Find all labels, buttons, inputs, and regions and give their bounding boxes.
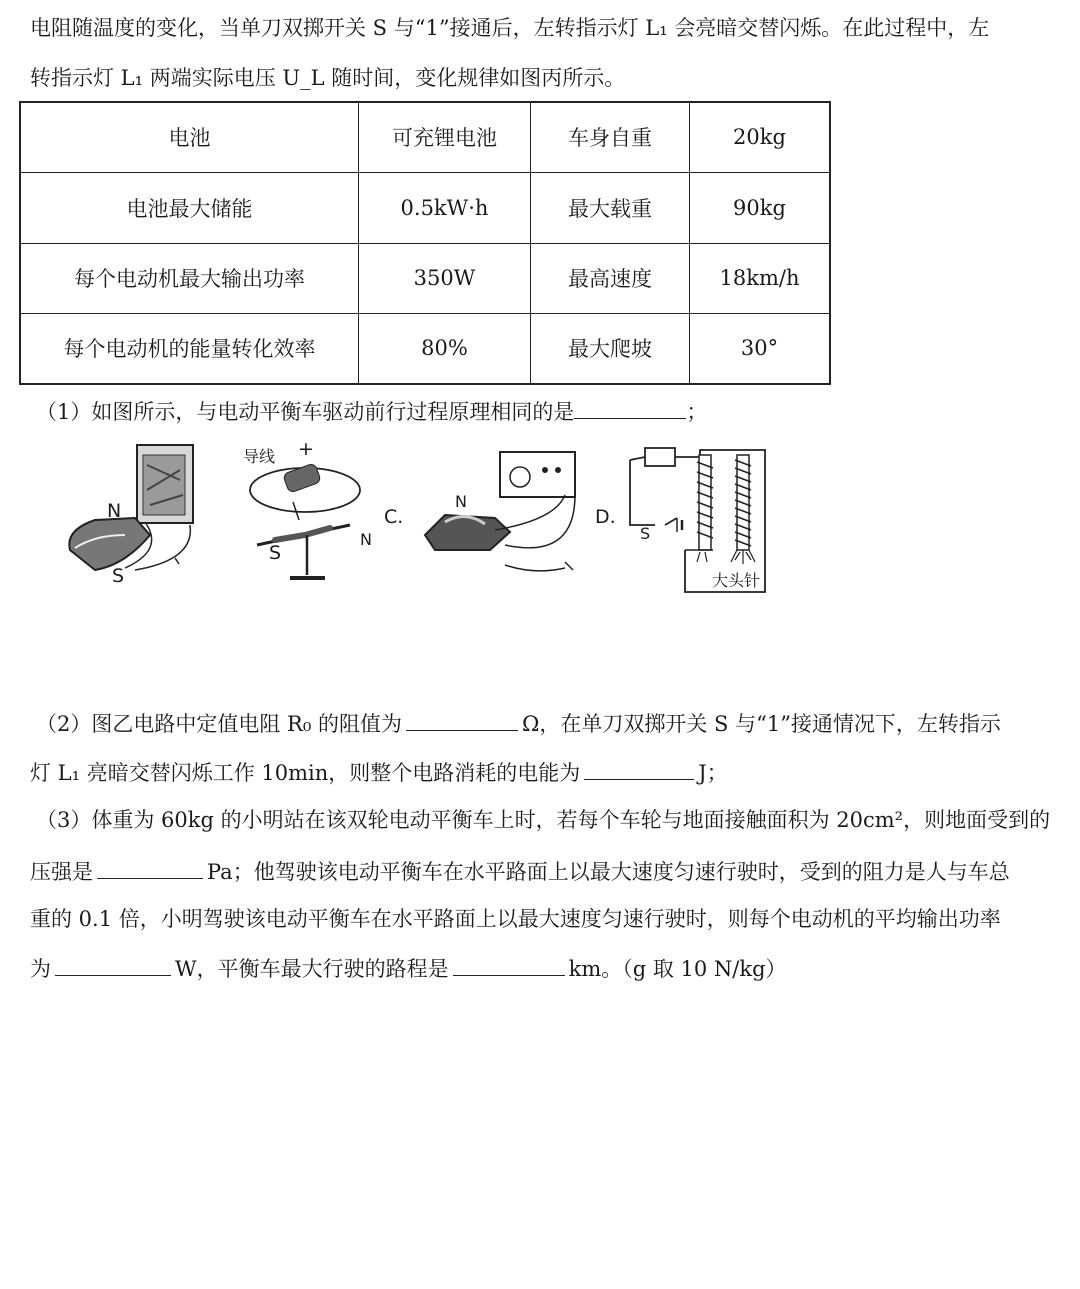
question-2-text-c: 灯 L₁ 亮暗交替闪烁工作 10min，则整个电路消耗的电能为	[30, 761, 581, 785]
figure-b-label-n: N	[360, 530, 372, 549]
figure-d-letter: D.	[595, 506, 616, 528]
question-3-line-2	[30, 856, 1010, 886]
question-3-line-4	[30, 953, 787, 983]
question-3-text-c: 为	[30, 957, 51, 981]
table-cell: 每个电动机最大输出功率	[20, 243, 359, 313]
figure-a-generator	[55, 440, 215, 590]
answer-blank-q2-energy[interactable]	[584, 757, 694, 780]
table-cell: 最大载重	[531, 172, 690, 243]
figure-b-label-s: S	[269, 542, 282, 564]
table-cell: 车身自重	[531, 102, 690, 172]
question-1	[36, 396, 707, 426]
table-cell: 电池	[20, 102, 359, 172]
table-cell: 80%	[359, 313, 531, 384]
figure-c-label-n: N	[455, 492, 467, 511]
table-row	[20, 313, 830, 384]
intro-line-2: 转指示灯 L₁ 两端实际电压 U_L 随时间，变化规律如图丙所示。	[30, 66, 626, 90]
figure-b-label-wire: 导线	[243, 447, 276, 466]
question-2-text-a: （2）图乙电路中定值电阻 R₀ 的阻值为	[36, 712, 402, 736]
table-cell: 20kg	[690, 102, 831, 172]
figure-d-label-s: S	[640, 524, 651, 543]
question-2-line-1	[36, 708, 1001, 738]
question-2-text-b: Ω，在单刀双掷开关 S 与“1”接通情况下，左转指示	[521, 712, 1001, 736]
table-cell: 30°	[690, 313, 831, 384]
figure-c-motor	[415, 440, 585, 590]
answer-blank-q3-pressure[interactable]	[97, 856, 203, 879]
table-cell: 90kg	[690, 172, 831, 243]
question-3-line-3: 重的 0.1 倍，小明驾驶该电动平衡车在水平路面上以最大速度匀速行驶时，则每个电动机的平均输出功率	[30, 907, 1001, 931]
question-3-text-a: 压强是	[30, 860, 93, 884]
figure-d-label-pins: 大头针	[712, 571, 761, 590]
table-cell: 最高速度	[531, 243, 690, 313]
table-cell: 电池最大储能	[20, 172, 359, 243]
question-1-end: ；	[686, 400, 708, 424]
table-cell: 可充锂电池	[359, 102, 531, 172]
table-cell: 每个电动机的能量转化效率	[20, 313, 359, 384]
intro-line-1: 电阻随温度的变化，当单刀双掷开关 S 与“1”接通后，左转指示灯 L₁ 会亮暗交替闪烁。在此过程中，左	[30, 16, 990, 40]
answer-blank-q3-distance[interactable]	[453, 953, 565, 976]
table-cell: 350W	[359, 243, 531, 313]
question-3-text-e: km。（g 取 10 N/kg）	[568, 957, 787, 981]
question-2-text-d: J；	[698, 761, 728, 785]
table-row	[20, 102, 830, 172]
question-3-text-d: W，平衡车最大行驶的路程是	[175, 957, 449, 981]
question-2-line-2	[30, 757, 728, 787]
question-3-line-1: （3）体重为 60kg 的小明站在该双轮电动平衡车上时，若每个车轮与地面接触面积为 20cm²，则地面受到的	[36, 808, 1051, 832]
table-cell: 0.5kW·h	[359, 172, 531, 243]
spec-table	[19, 101, 831, 385]
question-1-text: （1）如图所示，与电动平衡车驱动前行过程原理相同的是	[36, 400, 575, 424]
table-row	[20, 243, 830, 313]
answer-blank-q1[interactable]	[574, 396, 686, 419]
answer-blank-q3-power[interactable]	[55, 953, 171, 976]
figure-a-label-n: N	[107, 500, 122, 522]
figure-b-label-plus: +	[298, 438, 314, 460]
question-3-text-b: Pa；他驾驶该电动平衡车在水平路面上以最大速度匀速行驶时，受到的阻力是人与车总	[207, 860, 1010, 884]
table-row	[20, 172, 830, 243]
table-cell: 最大爬坡	[531, 313, 690, 384]
table-cell: 18km/h	[690, 243, 831, 313]
figure-a-label-s: S	[112, 565, 125, 587]
answer-blank-q2-resistance[interactable]	[406, 708, 518, 731]
figure-c-letter: C.	[384, 506, 404, 528]
